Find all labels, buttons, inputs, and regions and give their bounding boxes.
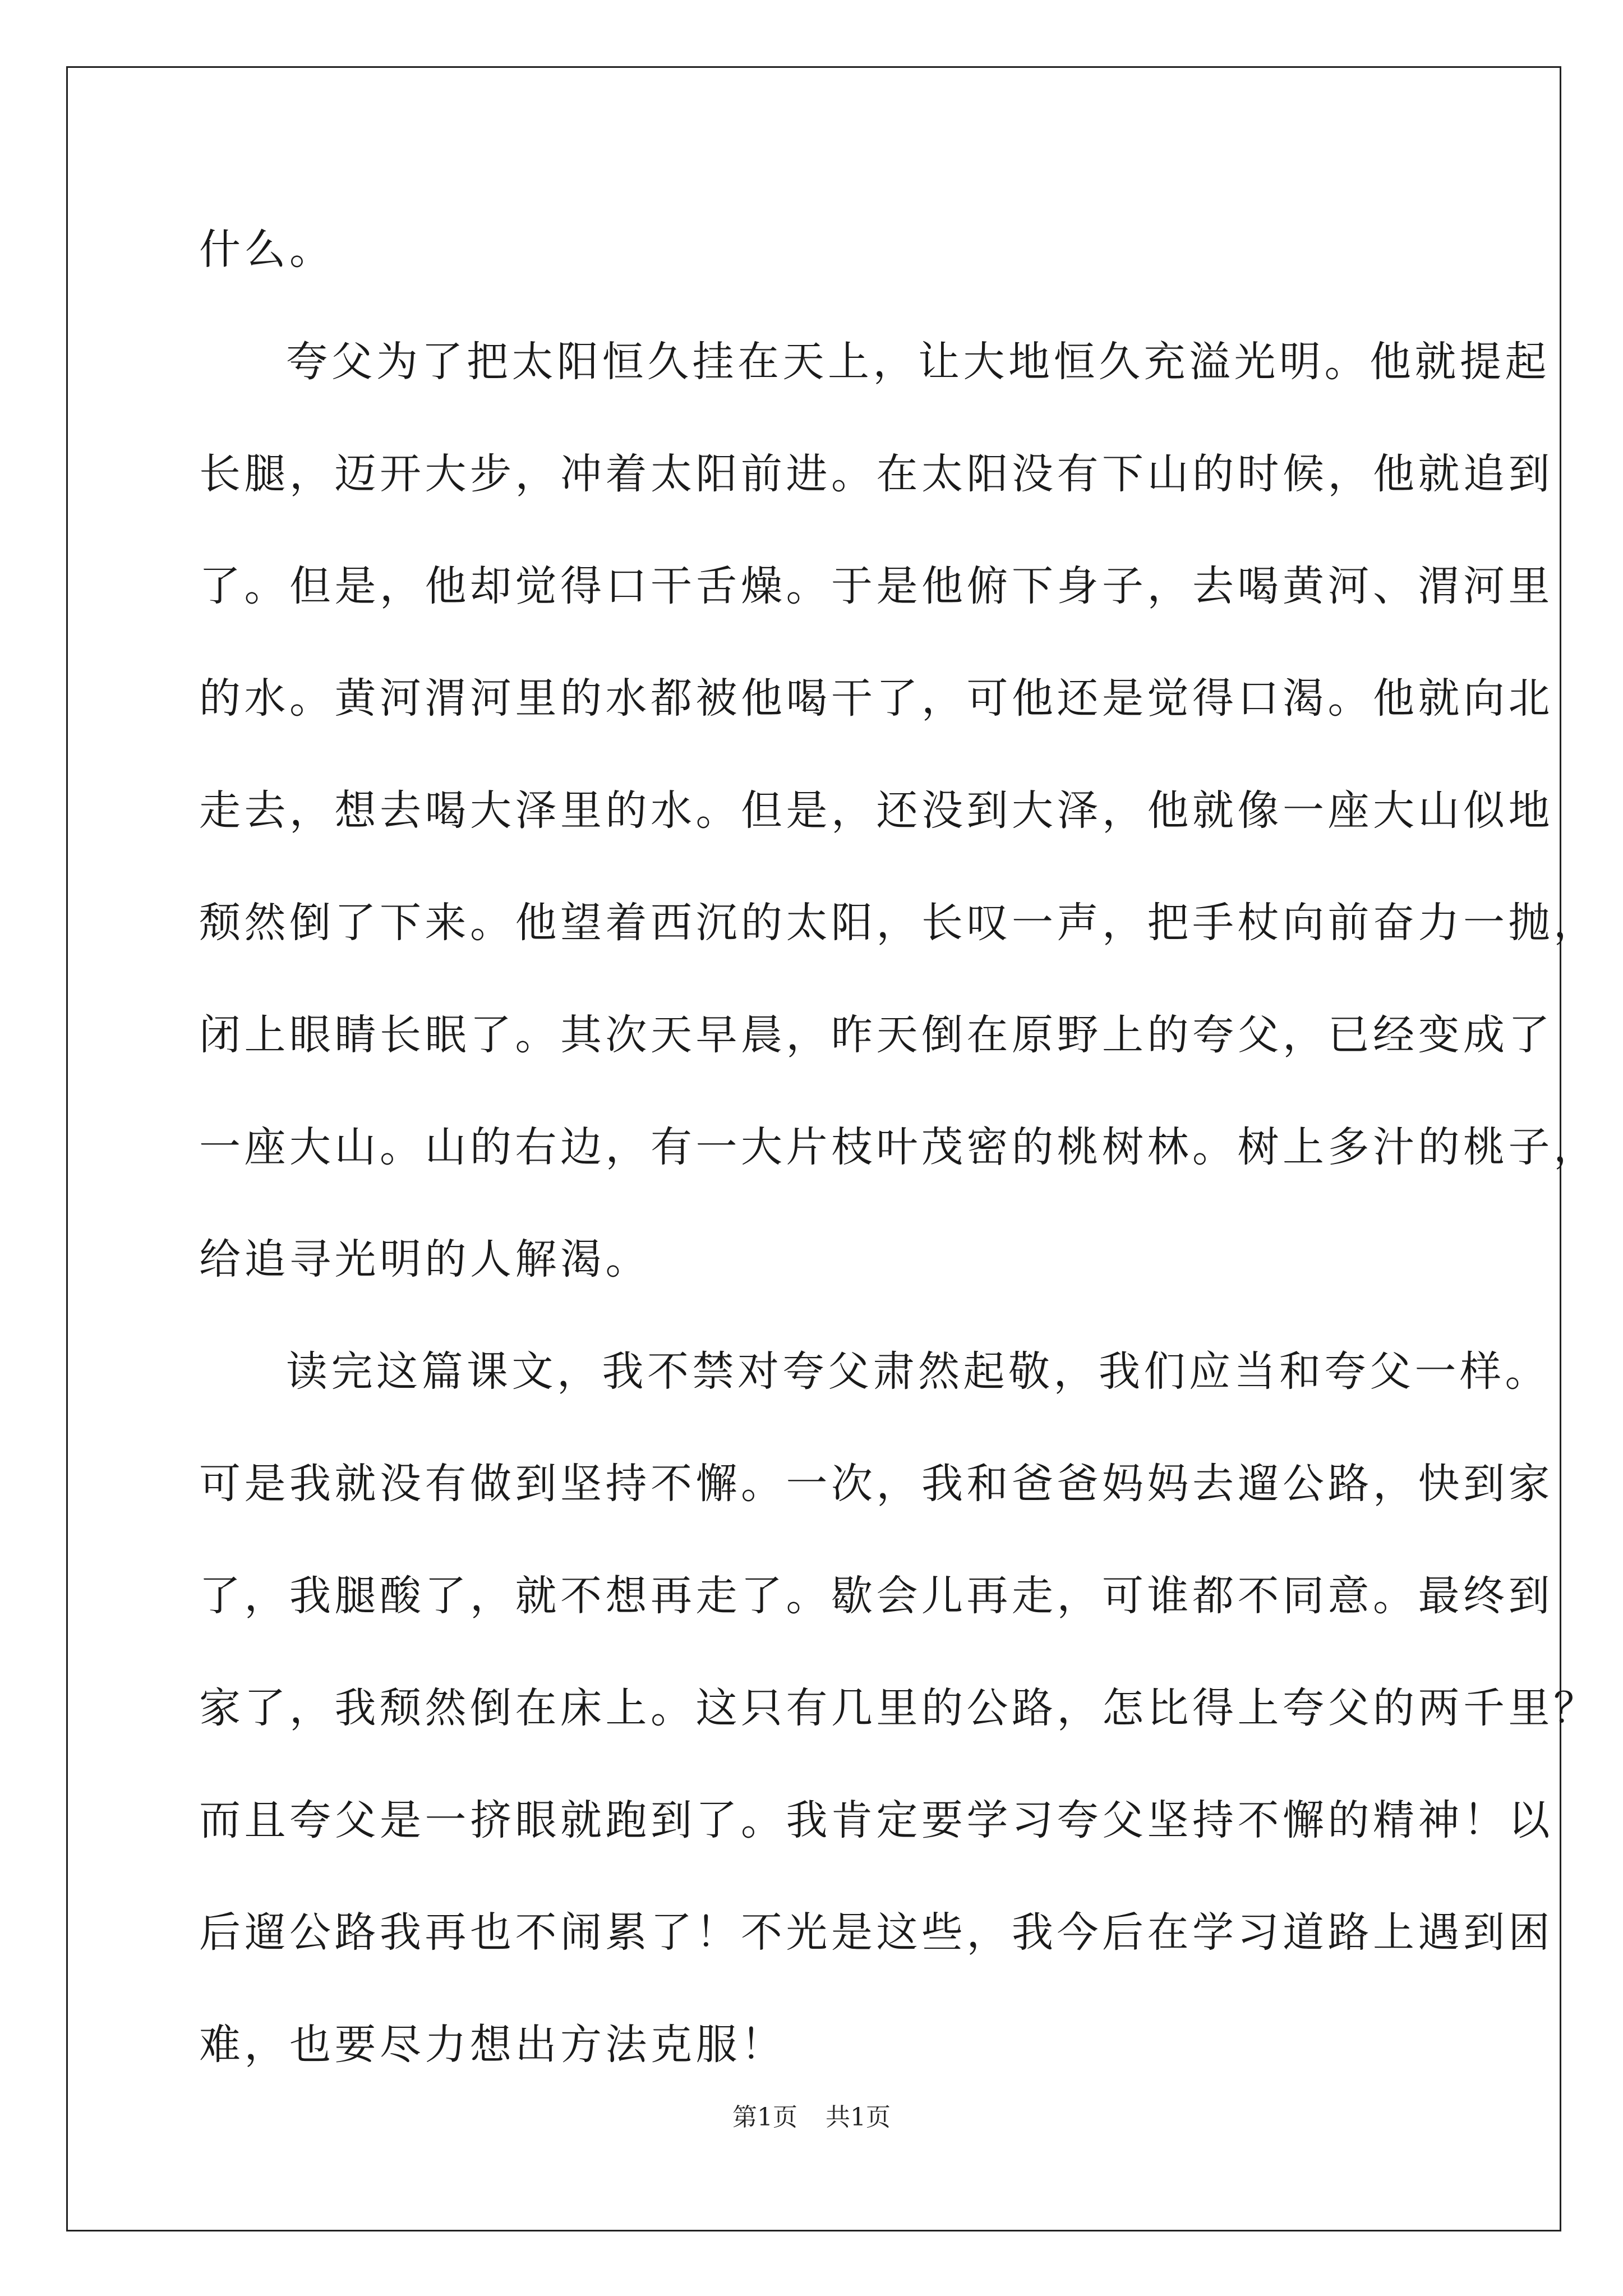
text-line: 家了，我颓然倒在床上。这只有几里的公路，怎比得上夸父的两千里？	[199, 1684, 1599, 1732]
text-line: 了。但是，他却觉得口干舌燥。于是他俯下身子，去喝黄河、渭河里	[199, 562, 1553, 610]
text-line: 走去，想去喝大泽里的水。但是，还没到大泽，他就像一座大山似地	[199, 786, 1553, 835]
paragraph	[199, 1315, 1599, 2101]
text-line: 可是我就没有做到坚持不懈。一次，我和爸爸妈妈去遛公路，快到家	[199, 1460, 1553, 1508]
text-line: 的水。黄河渭河里的水都被他喝干了，可他还是觉得口渴。他就向北	[199, 674, 1553, 723]
text-line: 长腿，迈开大步，冲着太阳前进。在太阳没有下山的时候，他就追到	[199, 450, 1553, 498]
paragraph	[199, 194, 1440, 306]
page-number-total: 共1页	[826, 2103, 891, 2132]
text-line: 夸父为了把太阳恒久挂在天上，让大地恒久充溢光明。他就提起	[286, 338, 1550, 386]
document-body	[199, 194, 1599, 2101]
text-line: 读完这篇课文，我不禁对夸父肃然起敬，我们应当和夸父一样。	[286, 1347, 1550, 1396]
text-line: 而且夸父是一挤眼就跑到了。我肯定要学习夸父坚持不懈的精神！以	[199, 1796, 1553, 1844]
text-line: 了，我腿酸了，就不想再走了。歇会儿再走，可谁都不同意。最终到	[199, 1572, 1553, 1620]
text-line: 难，也要尽力想出方法克服！	[199, 2021, 786, 2069]
text-line: 后遛公路我再也不闹累了！不光是这些，我今后在学习道路上遇到困	[199, 1908, 1553, 1957]
text-line: 颓然倒了下来。他望着西沉的太阳，长叹一声，把手杖向前奋力一抛，	[199, 899, 1599, 947]
text-line: 一座大山。山的右边，有一大片枝叶茂密的桃树林。树上多汁的桃子，	[199, 1123, 1599, 1171]
text-line: 什么。	[199, 226, 335, 274]
text-line: 给追寻光明的人解渴。	[199, 1235, 651, 1283]
paragraph	[199, 306, 1599, 1315]
page-footer	[0, 2097, 1623, 2133]
page-number-current: 第1页	[732, 2103, 797, 2132]
text-line: 闭上眼睛长眠了。其次天早晨，昨天倒在原野上的夸父，已经变成了	[199, 1011, 1553, 1059]
